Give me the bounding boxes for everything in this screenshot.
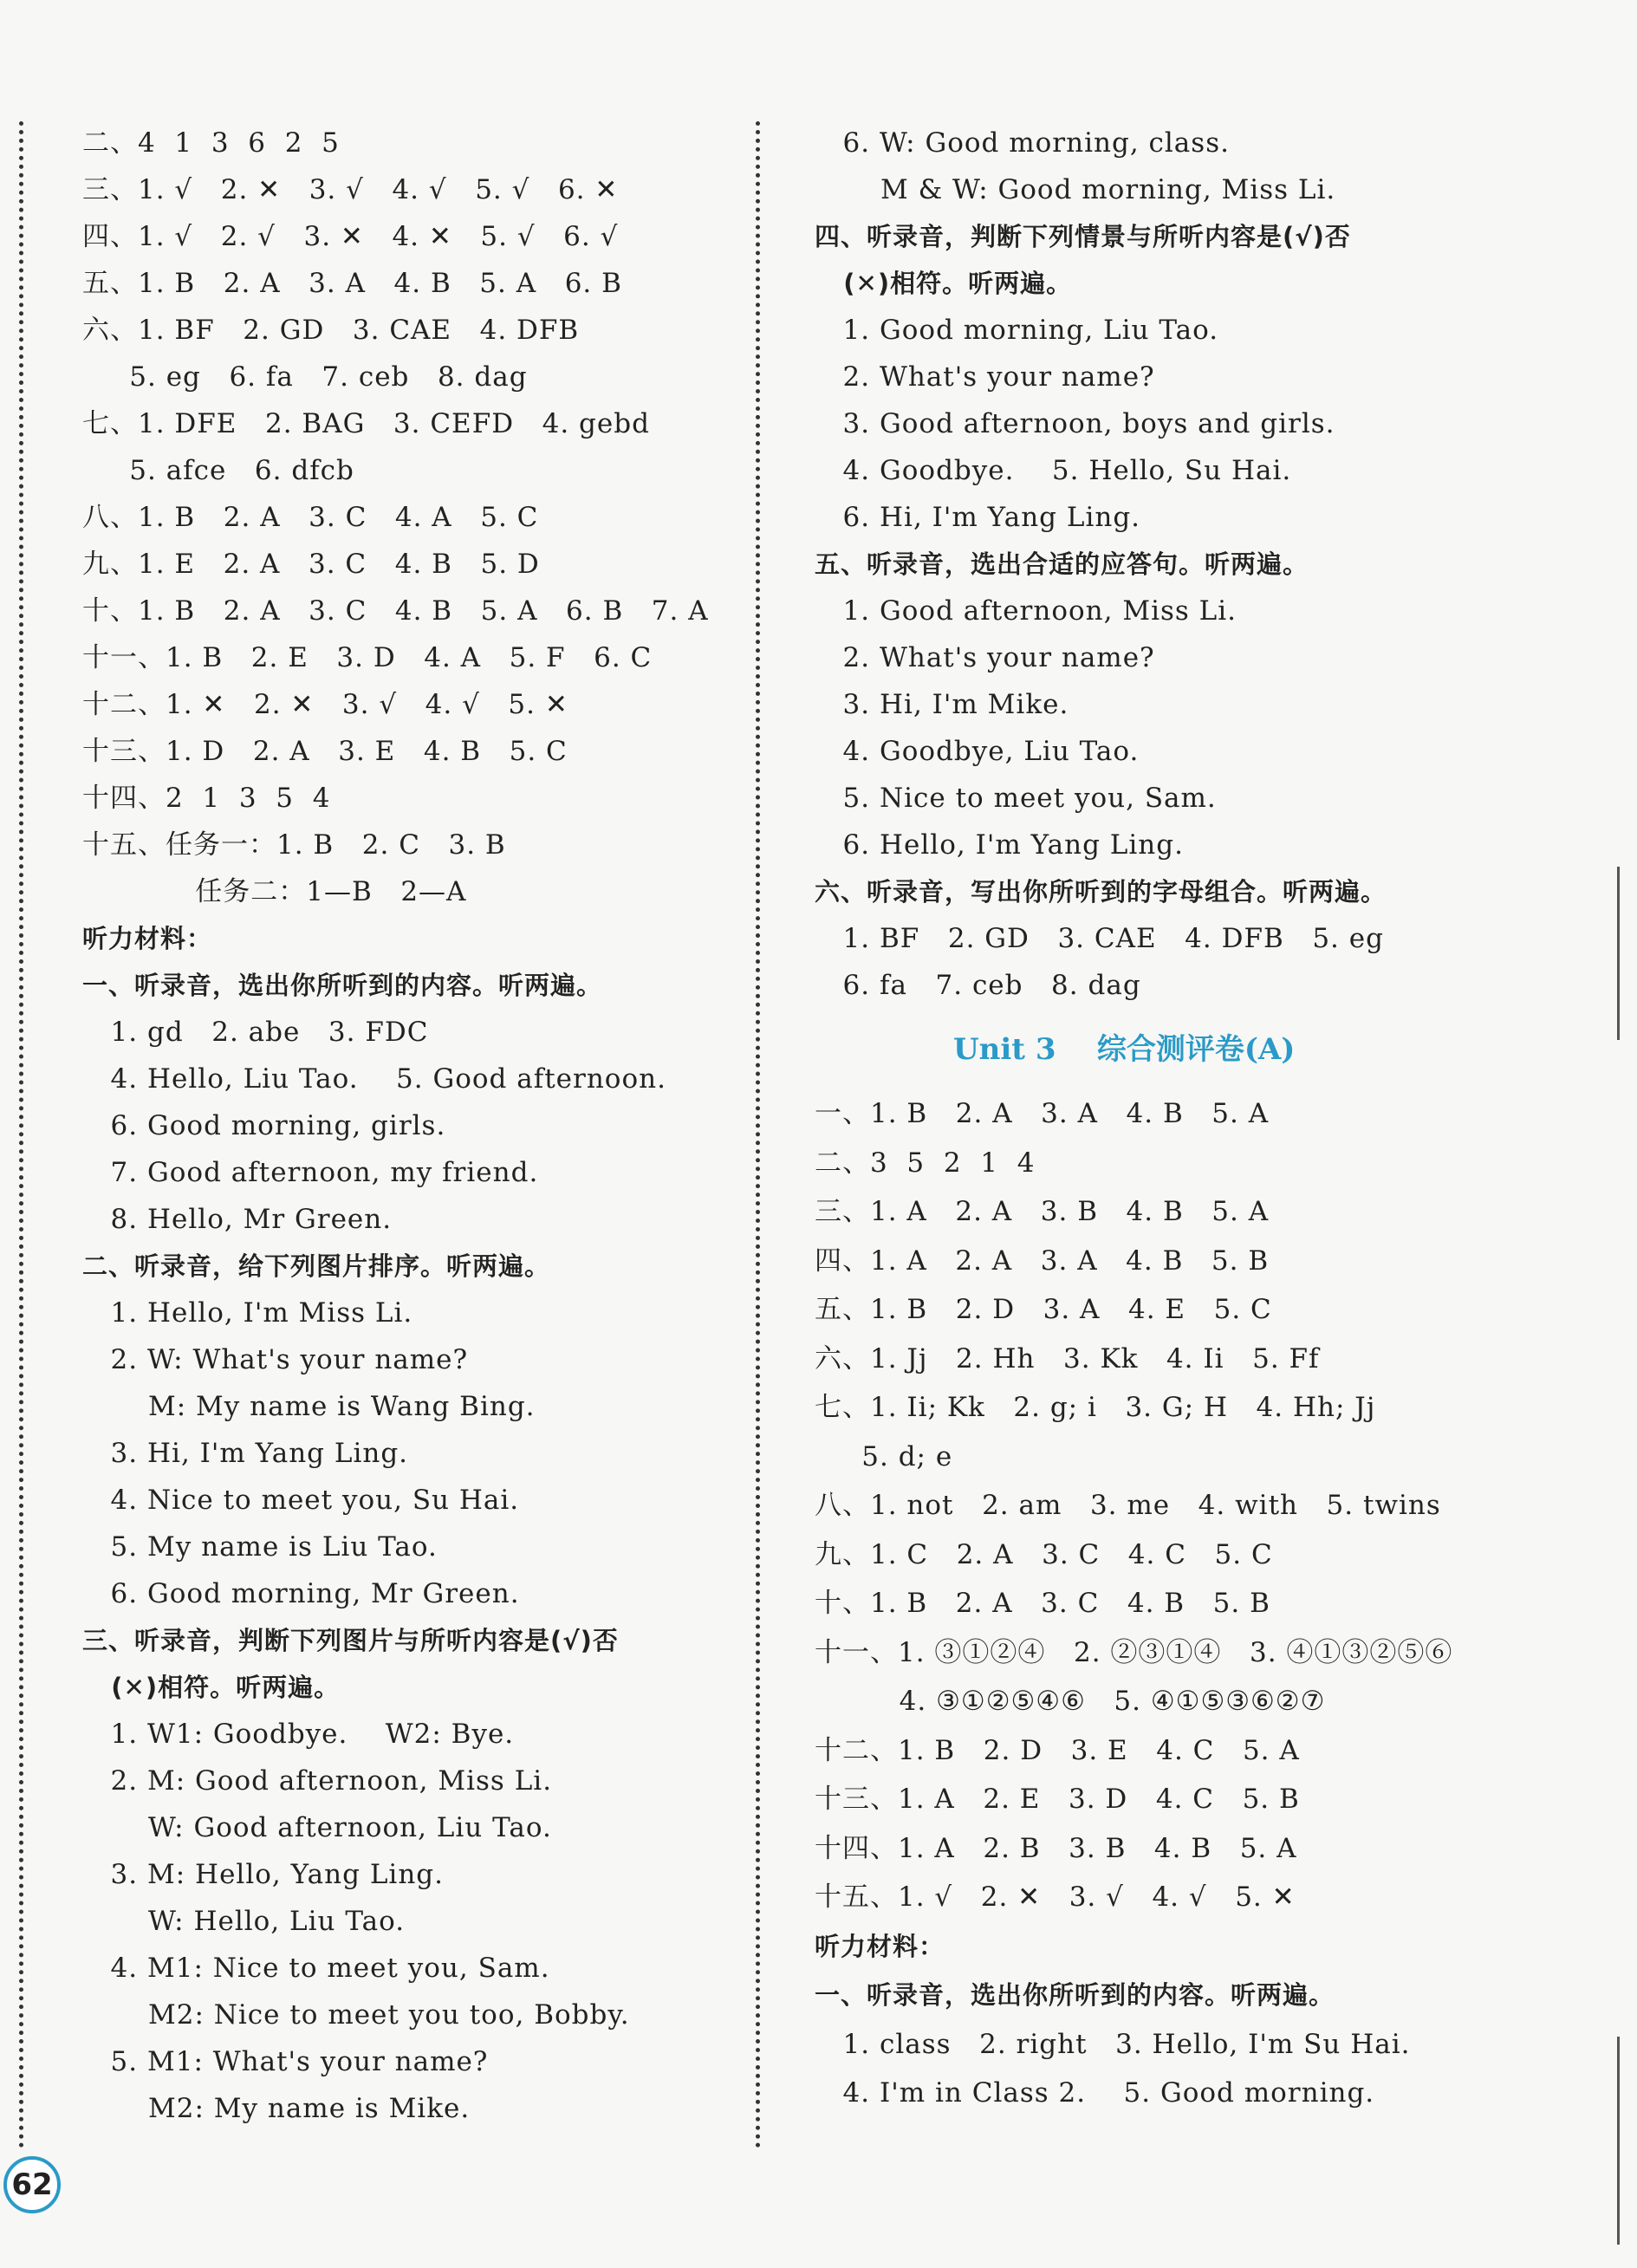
page-edge-mark <box>1617 867 1620 1040</box>
listening-line: W: Good afternoon, Liu Tao. <box>82 1812 552 1843</box>
listening-line: 5. Nice to meet you, Sam. <box>815 783 1217 814</box>
answer-line: 一、1. B 2. A 3. A 4. B 5. A <box>815 1098 1270 1129</box>
answer-line: 十二、1. B 2. D 3. E 4. C 5. A <box>815 1734 1300 1766</box>
listening-line: 1. W1: Goodbye. W2: Bye. <box>82 1719 515 1750</box>
listening-line: 6. W: Good morning, class. <box>815 127 1230 159</box>
answer-line: 5. d; e <box>815 1440 953 1472</box>
answer-line: 六、1. Jj 2. Hh 3. Kk 4. Ii 5. Ff <box>815 1342 1320 1374</box>
listening-line: 1. Good afternoon, Miss Li. <box>815 595 1237 627</box>
section-heading: 三、听录音，判断下列图片与所听内容是(√)否 <box>82 1626 619 1655</box>
section-heading: 二、听录音，给下列图片排序。听两遍。 <box>82 1251 551 1281</box>
answer-line: 八、1. B 2. A 3. C 4. A 5. C <box>82 502 539 533</box>
unit-title: Unit 3 综合测评卷(A) <box>953 1032 1296 1067</box>
answer-line: 五、1. B 2. A 3. A 4. B 5. A 6. B <box>82 268 622 299</box>
page-edge-mark <box>1617 2037 1620 2245</box>
answer-line: 六、1. BF 2. GD 3. CAE 4. DFB <box>82 315 580 346</box>
listening-line: 4. Goodbye. 5. Hello, Su Hai. <box>815 455 1292 486</box>
listening-line: M2: My name is Mike. <box>82 2093 471 2124</box>
listening-line: 2. W: What's your name? <box>82 1344 469 1375</box>
listening-line: 4. Nice to meet you, Su Hai. <box>82 1485 520 1516</box>
section-heading: (✕)相符。听两遍。 <box>82 1673 341 1702</box>
listening-line: 4. I'm in Class 2. 5. Good morning. <box>815 2077 1375 2109</box>
answer-line: 十五、任务一：1. B 2. C 3. B <box>82 829 506 861</box>
listening-line: 5. My name is Liu Tao. <box>82 1531 438 1563</box>
answer-line: 十、1. B 2. A 3. C 4. B 5. B <box>815 1588 1270 1619</box>
listening-line: 6. Hello, I'm Yang Ling. <box>815 829 1184 861</box>
listening-line: 7. Good afternoon, my friend. <box>82 1157 539 1188</box>
answer-line: 任务二：1—B 2—A <box>82 876 467 907</box>
left-dotted-margin <box>19 121 23 2149</box>
listening-line: 4. Goodbye, Liu Tao. <box>815 736 1140 767</box>
answer-line: 四、1. √ 2. √ 3. ✕ 4. ✕ 5. √ 6. √ <box>82 221 619 252</box>
section-heading: 五、听录音，选出合适的应答句。听两遍。 <box>815 549 1309 579</box>
listening-line: 4. M1: Nice to meet you, Sam. <box>82 1953 550 1984</box>
listening-line: 1. Hello, I'm Miss Li. <box>82 1297 413 1329</box>
answer-line: 三、1. √ 2. ✕ 3. √ 4. √ 5. √ 6. ✕ <box>82 174 619 205</box>
answer-line: 八、1. not 2. am 3. me 4. with 5. twins <box>815 1490 1441 1521</box>
answer-line: 十二、1. ✕ 2. ✕ 3. √ 4. √ 5. ✕ <box>82 689 568 720</box>
page-number: 62 <box>3 2156 61 2213</box>
listening-line: 1. class 2. right 3. Hello, I'm Su Hai. <box>815 2028 1411 2060</box>
listening-line: 2. What's your name? <box>815 361 1155 393</box>
section-heading: 四、听录音，判断下列情景与所听内容是(√)否 <box>815 222 1351 251</box>
listening-line: 3. Good afternoon, boys and girls. <box>815 408 1335 439</box>
listening-line: 3. Hi, I'm Mike. <box>815 689 1069 720</box>
listening-line: 8. Hello, Mr Green. <box>82 1204 393 1235</box>
listening-line: W: Hello, Liu Tao. <box>82 1906 406 1937</box>
section-heading: 一、听录音，选出你所听到的内容。听两遍。 <box>82 971 603 1000</box>
answer-line: 十一、1. ③①②④ 2. ②③①④ 3. ④①③②⑤⑥ <box>815 1636 1453 1668</box>
listening-line: M & W: Good morning, Miss Li. <box>815 174 1336 205</box>
answer-line: 九、1. E 2. A 3. C 4. B 5. D <box>82 549 540 580</box>
listening-line: 1. BF 2. GD 3. CAE 4. DFB 5. eg <box>815 923 1384 954</box>
answer-line: 十一、1. B 2. E 3. D 4. A 5. F 6. C <box>82 642 653 673</box>
section-heading: (✕)相符。听两遍。 <box>815 269 1073 298</box>
listening-line: 3. Hi, I'm Yang Ling. <box>82 1438 409 1469</box>
center-dotted-divider <box>756 121 760 2149</box>
answer-line: 十四、1. A 2. B 3. B 4. B 5. A <box>815 1832 1297 1864</box>
answer-line: 十、1. B 2. A 3. C 4. B 5. A 6. B 7. A <box>82 595 709 627</box>
listening-line: 3. M: Hello, Yang Ling. <box>82 1859 444 1890</box>
listening-line: 6. Hi, I'm Yang Ling. <box>815 502 1141 533</box>
answer-line: 七、1. Ii; Kk 2. g; i 3. G; H 4. Hh; Jj <box>815 1392 1376 1423</box>
answer-line: 九、1. C 2. A 3. C 4. C 5. C <box>815 1538 1273 1570</box>
answer-line: 4. ③①②⑤④⑥ 5. ④①⑤③⑥②⑦ <box>815 1686 1326 1717</box>
answer-line: 三、1. A 2. A 3. B 4. B 5. A <box>815 1196 1270 1227</box>
answer-line: 五、1. B 2. D 3. A 4. E 5. C <box>815 1294 1272 1325</box>
listening-title: 听力材料： <box>815 1931 945 1961</box>
answer-line: 十三、1. A 2. E 3. D 4. C 5. B <box>815 1784 1300 1815</box>
listening-line: 6. fa 7. ceb 8. dag <box>815 970 1141 1001</box>
listening-line: 2. M: Good afternoon, Miss Li. <box>82 1765 553 1797</box>
listening-line: M2: Nice to meet you too, Bobby. <box>82 1999 630 2031</box>
answer-line: 十五、1. √ 2. ✕ 3. √ 4. √ 5. ✕ <box>815 1881 1296 1913</box>
section-heading: 六、听录音，写出你所听到的字母组合。听两遍。 <box>815 877 1387 907</box>
answer-line: 二、3 5 2 1 4 <box>815 1147 1036 1179</box>
answer-line: 5. eg 6. fa 7. ceb 8. dag <box>82 361 528 393</box>
section-heading: 一、听录音，选出你所听到的内容。听两遍。 <box>815 1980 1335 2010</box>
listening-line: 4. Hello, Liu Tao. 5. Good afternoon. <box>82 1063 666 1095</box>
answer-line: 十三、1. D 2. A 3. E 4. B 5. C <box>82 736 568 767</box>
answer-line: 5. afce 6. dfcb <box>82 455 354 486</box>
answer-line: 四、1. A 2. A 3. A 4. B 5. B <box>815 1244 1270 1277</box>
listening-line: 2. What's your name? <box>815 642 1155 673</box>
listening-line: 1. gd 2. abe 3. FDC <box>82 1017 429 1048</box>
listening-line: 6. Good morning, girls. <box>82 1110 446 1141</box>
answer-line: 十四、2 1 3 5 4 <box>82 783 331 814</box>
answer-line: 七、1. DFE 2. BAG 3. CEFD 4. gebd <box>82 408 650 439</box>
listening-line: 1. Good morning, Liu Tao. <box>815 315 1219 346</box>
listening-line: M: My name is Wang Bing. <box>82 1391 536 1422</box>
answer-line: 二、4 1 3 6 2 5 <box>82 127 340 159</box>
listening-line: 5. M1: What's your name? <box>82 2046 489 2077</box>
listening-title: 听力材料： <box>82 924 213 953</box>
listening-line: 6. Good morning, Mr Green. <box>82 1578 520 1609</box>
